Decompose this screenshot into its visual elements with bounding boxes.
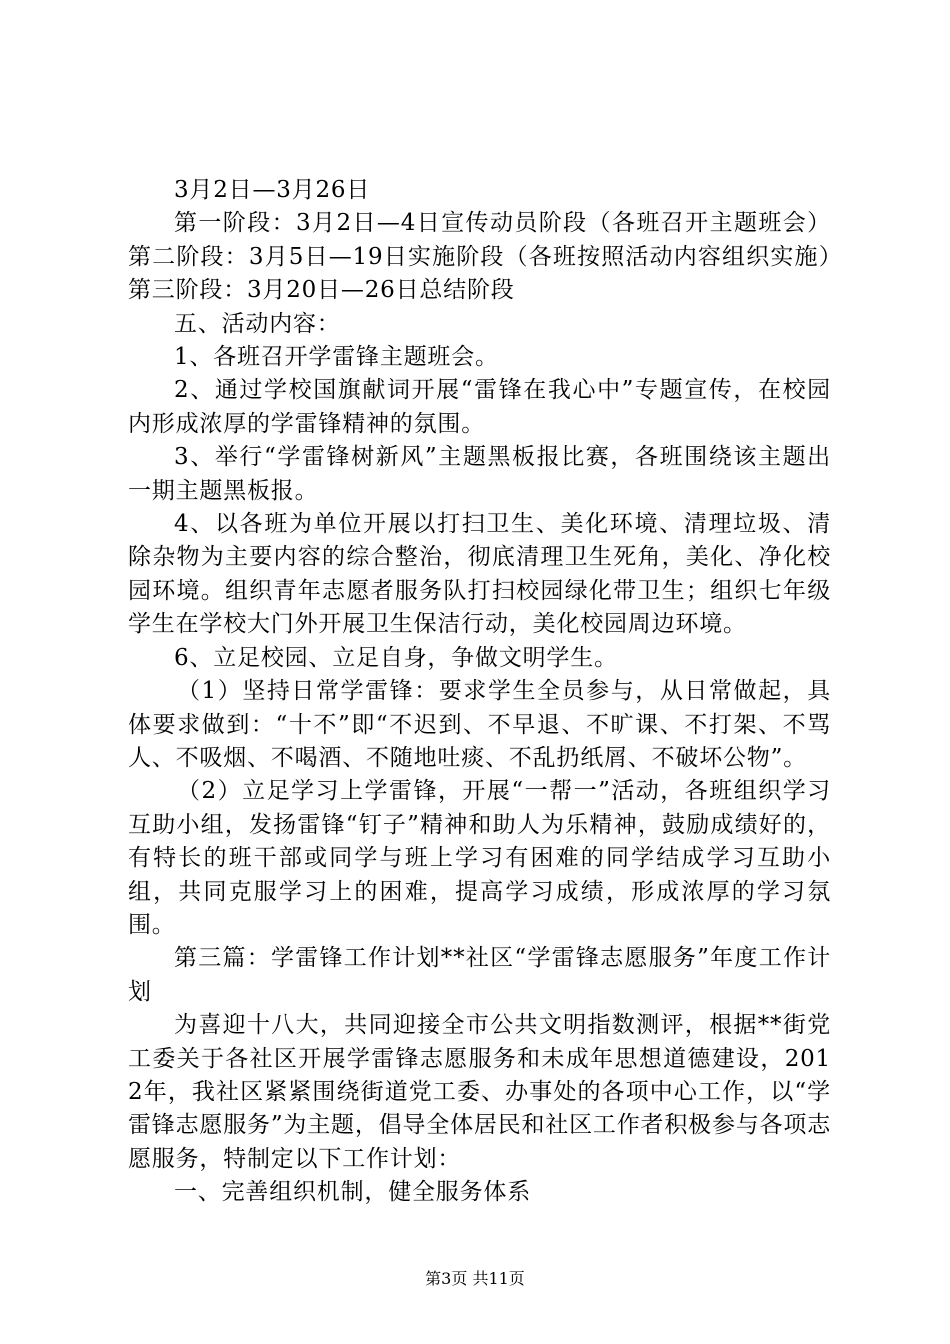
- activity-item-1: 1、各班召开学雷锋主题班会。: [174, 344, 499, 371]
- activity-subitem-1: （1）坚持日常学雷锋：要求学生全员参与，从日常做起，具体要求做到：“十不”即“不迟到、不早退、不旷课、不打架、不骂人、不吸烟、不喝酒、不随地吐痰、不乱扔纸屑、不破坏公物”。: [128, 678, 831, 771]
- activity-item-3: 3、举行“学雷锋树新风”主题黑板报比赛，各班围绕该主题出一期主题黑板报。: [128, 444, 831, 504]
- document-body: [128, 174, 831, 1210]
- plan-introduction: 为喜迎十八大，共同迎接全市公共文明指数测评，根据**街党工委关于各社区开展学雷锋志愿服务和未成年思想道德建设，2012年，我社区紧紧围绕街道党工委、办事处的各项中心工作，以“学雷锋志愿服务”为主题，倡导全体居民和社区工作者积极参与各项志愿服务，特制定以下工作计划：: [128, 1012, 831, 1172]
- activity-item-6: 6、立足校园、立足自身，争做文明学生。: [174, 644, 618, 671]
- page-footer: [0, 1269, 950, 1289]
- schedule-dates: 3月2日—3月26日: [174, 177, 371, 203]
- activity-item-4: 4、以各班为单位开展以打扫卫生、美化环境、清理垃圾、清除杂物为主要内容的综合整治，彻底清理卫生死角，美化、净化校园环境。组织青年志愿者服务队打扫校园绿化带卫生；组织七年级学生在学校大门外开展卫生保洁行动，美化校园周边环境。: [128, 511, 831, 638]
- schedule-stages: 第一阶段：3月2日—4日宣传动员阶段（各班召开主题班会）第二阶段：3月5日—19日实施阶段（各班按照活动内容组织实施）第三阶段：3月20日—26日总结阶段: [128, 210, 831, 304]
- activity-subitem-2: （2）立足学习上学雷锋，开展“一帮一”活动，各班组织学习互助小组，发扬雷锋“钉子”精神和助人为乐精神，鼓励成绩好的，有特长的班干部或同学与班上学习有困难的同学结成学习互助小组，共同克服学习上的困难，提高学习成绩，形成浓厚的学习氛围。: [128, 778, 831, 938]
- part-three-title: 第三篇：学雷锋工作计划**社区“学雷锋志愿服务”年度工作计划: [128, 945, 831, 1005]
- activity-item-2: 2、通过学校国旗献词开展“雷锋在我心中”专题宣传，在校园内形成浓厚的学雷锋精神的氛围。: [128, 377, 831, 437]
- section-heading-activities: 五、活动内容：: [174, 310, 341, 337]
- section-heading-organization: 一、完善组织机制，健全服务体系: [174, 1179, 531, 1206]
- page-number: 第3页 共11页: [425, 1269, 525, 1288]
